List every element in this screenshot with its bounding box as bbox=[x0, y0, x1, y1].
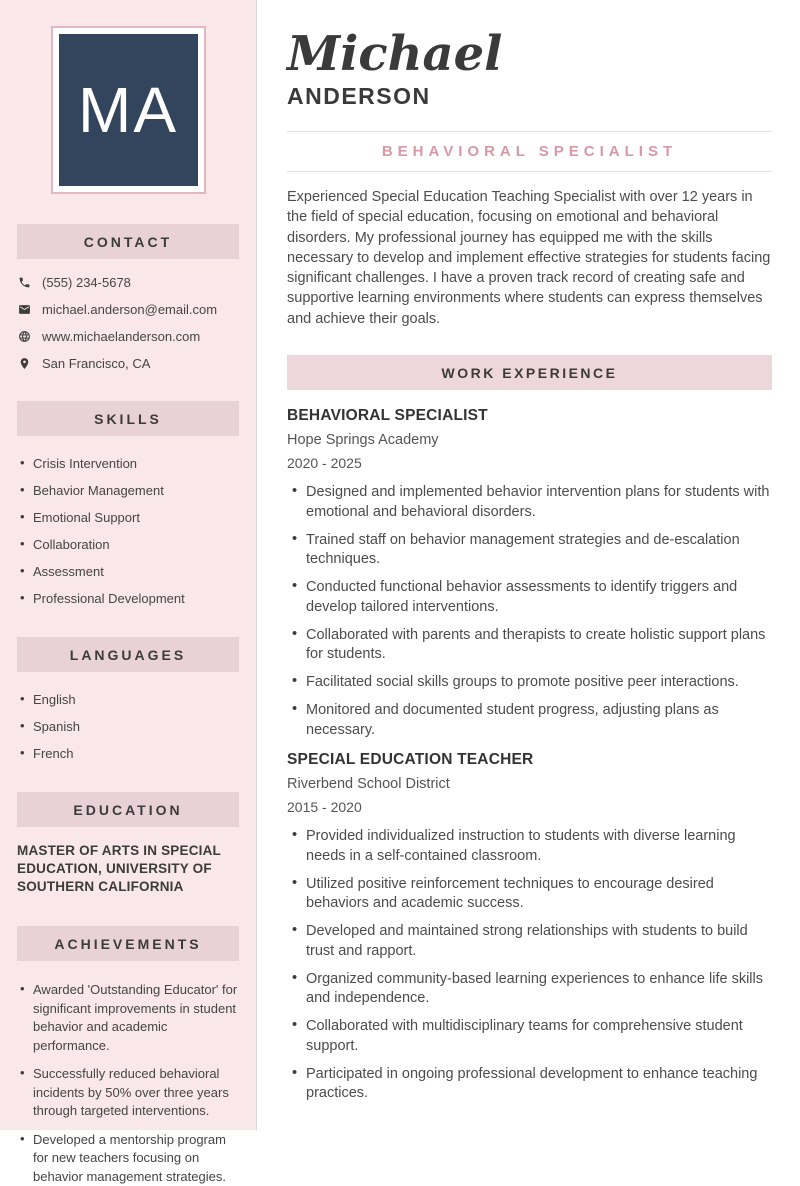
globe-icon bbox=[18, 330, 31, 343]
job-company: Hope Springs Academy bbox=[287, 432, 772, 448]
contact-location bbox=[18, 357, 244, 371]
job-title-heading: BEHAVIORAL SPECIALIST bbox=[287, 132, 772, 171]
skill-item: • Professional Development bbox=[20, 591, 244, 607]
education-heading: EDUCATION bbox=[17, 792, 239, 827]
contact-website-text: www.michaelanderson.com bbox=[42, 330, 200, 344]
contact-website bbox=[18, 330, 244, 344]
job-bullet: • Provided individualized instruction to students with diverse learning needs in a self-contained classroom. bbox=[287, 827, 772, 866]
job-company: Riverbend School District bbox=[287, 776, 772, 792]
skill-item: • Crisis Intervention bbox=[20, 456, 244, 472]
job-bullet: • Facilitated social skills groups to promote positive peer interactions. bbox=[287, 673, 772, 693]
first-name: Michael bbox=[287, 28, 772, 80]
languages-list bbox=[0, 692, 256, 762]
mail-icon bbox=[18, 303, 31, 316]
skill-item: • Behavior Management bbox=[20, 483, 244, 499]
job-bullet: • Trained staff on behavior management strategies and de-escalation techniques. bbox=[287, 531, 772, 570]
job-bullet: • Utilized positive reinforcement techniques to encourage desired behaviors and academic success. bbox=[287, 875, 772, 914]
last-name: ANDERSON bbox=[287, 83, 772, 110]
monogram-avatar: MA bbox=[59, 34, 198, 186]
achievement-item: • Awarded 'Outstanding Educator' for significant improvements in student behavior and academic performance. bbox=[20, 981, 244, 1055]
job-bullets bbox=[287, 483, 772, 740]
skills-list bbox=[0, 456, 256, 607]
languages-heading: LANGUAGES bbox=[17, 637, 239, 672]
job-bullet: • Organized community-based learning experiences to enhance life skills and independence. bbox=[287, 970, 772, 1009]
achievements-heading: ACHIEVEMENTS bbox=[17, 926, 239, 961]
skill-item: • Emotional Support bbox=[20, 510, 244, 526]
job-entry-1 bbox=[287, 407, 772, 740]
phone-icon bbox=[18, 276, 31, 289]
job-bullets bbox=[287, 827, 772, 1104]
location-icon bbox=[18, 357, 31, 370]
contact-phone-text: (555) 234-5678 bbox=[42, 276, 131, 290]
achievements-section bbox=[0, 926, 256, 1186]
education-section bbox=[0, 792, 256, 896]
contact-section bbox=[0, 224, 256, 371]
job-dates: 2020 - 2025 bbox=[287, 455, 772, 471]
skills-section bbox=[0, 401, 256, 607]
job-bullet: • Participated in ongoing professional development to enhance teaching practices. bbox=[287, 1065, 772, 1104]
contact-location-text: San Francisco, CA bbox=[42, 357, 150, 371]
contact-heading: CONTACT bbox=[17, 224, 239, 259]
main-content bbox=[257, 0, 800, 1130]
job-bullet: • Designed and implemented behavior intervention plans for students with emotional and behavioral disorders. bbox=[287, 483, 772, 522]
skill-item: • Collaboration bbox=[20, 537, 244, 553]
contact-phone bbox=[18, 276, 244, 290]
contact-email-text: michael.anderson@email.com bbox=[42, 303, 217, 317]
language-item: • English bbox=[20, 692, 244, 708]
sidebar bbox=[0, 0, 257, 1130]
achievements-list bbox=[0, 981, 256, 1186]
job-bullet: • Monitored and documented student progress, adjusting plans as necessary. bbox=[287, 701, 772, 740]
resume-header bbox=[287, 28, 772, 172]
job-title: BEHAVIORAL SPECIALIST bbox=[287, 407, 772, 425]
achievement-item: • Successfully reduced behavioral incidents by 50% over three years through targeted interventions. bbox=[20, 1065, 244, 1121]
contact-list bbox=[0, 276, 256, 371]
monogram-frame bbox=[51, 26, 206, 194]
job-bullet: • Developed and maintained strong relationships with students to build trust and rapport. bbox=[287, 922, 772, 961]
skills-heading: SKILLS bbox=[17, 401, 239, 436]
languages-section bbox=[0, 637, 256, 762]
job-bullet: • Conducted functional behavior assessments to identify triggers and develop tailored interventions. bbox=[287, 578, 772, 617]
language-item: • French bbox=[20, 746, 244, 762]
achievement-item: • Developed a mentorship program for new teachers focusing on behavior management strategies. bbox=[20, 1131, 244, 1186]
header-rule-bottom bbox=[287, 171, 772, 172]
contact-email bbox=[18, 303, 244, 317]
job-entry-2 bbox=[287, 751, 772, 1104]
education-degree: MASTER OF ARTS IN SPECIAL EDUCATION, UNIVERSITY OF SOUTHERN CALIFORNIA bbox=[17, 842, 239, 896]
work-experience-heading: WORK EXPERIENCE bbox=[287, 355, 772, 390]
skill-item: • Assessment bbox=[20, 564, 244, 580]
summary-paragraph: Experienced Special Education Teaching Specialist with over 12 years in the field of special education, focusing on emotional and behavioral disorders. My professional journey has equipped me with the skills necessary to develop and implement effective strategies for students facing significant challenges. I have a proven track record of creating safe and supportive learning environments where students can express themselves and achieve their goals. bbox=[287, 187, 772, 329]
language-item: • Spanish bbox=[20, 719, 244, 735]
job-bullet: • Collaborated with multidisciplinary teams for comprehensive student support. bbox=[287, 1017, 772, 1056]
job-dates: 2015 - 2020 bbox=[287, 799, 772, 815]
job-bullet: • Collaborated with parents and therapists to create holistic support plans for students. bbox=[287, 626, 772, 665]
job-title: SPECIAL EDUCATION TEACHER bbox=[287, 751, 772, 769]
